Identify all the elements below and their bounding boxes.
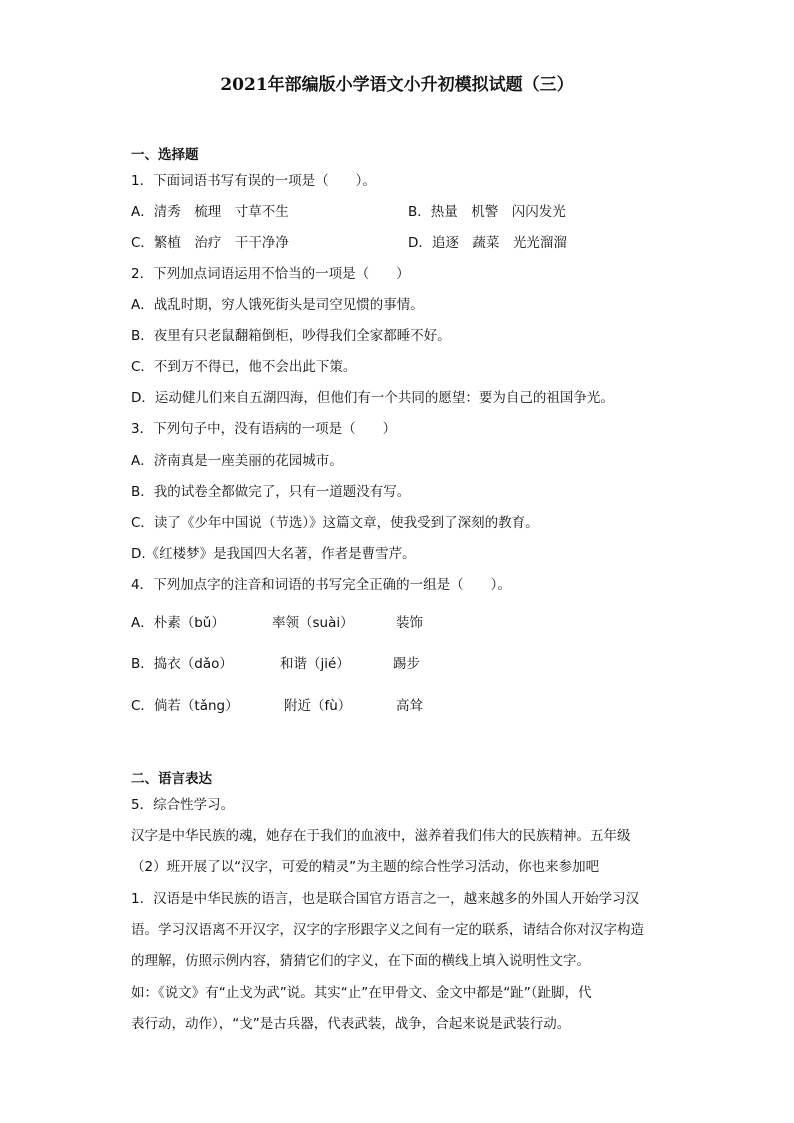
question-4-row-b-word3: 踢步 <box>393 656 420 672</box>
question-1-option-a: A．清秀 梳理 寸草不生 <box>131 204 289 220</box>
question-2-option-d: D．运动健儿们来自五湖四海，但他们有一个共同的愿望：要为自己的祖国争光。 <box>131 390 614 406</box>
question-5-stem: 5．综合性学习。 <box>131 797 235 813</box>
page-title: 2021年部编版小学语文小升初模拟试题（三） <box>220 75 574 95</box>
question-4-stem: 4．下列加点字的注音和词语的书写完全正确的一组是（ ）。 <box>131 577 511 593</box>
question-4-row-b-word1: B．捣衣（dǎo） <box>131 656 233 672</box>
question-4-row-c-word3: 高耸 <box>396 698 423 714</box>
section-heading-choice: 一、选择题 <box>131 147 199 163</box>
question-2-option-a: A．战乱时期，穷人饿死街头是司空见惯的事情。 <box>131 297 424 313</box>
question-4-row-c-word1: C．倘若（tǎng） <box>131 698 239 714</box>
question-1-option-d: D．追逐 蔬菜 光光溜溜 <box>408 235 567 251</box>
paragraph-line: 汉字是中华民族的魂，她存在于我们的血液中，滋养着我们伟大的民族精神。五年级 <box>131 828 631 844</box>
question-3-option-d: D.《红楼梦》是我国四大名著，作者是曹雪芹。 <box>131 546 416 562</box>
question-3-option-a: A．济南真是一座美丽的花园城市。 <box>131 453 343 469</box>
question-3-option-c: C．读了《少年中国说（节选）》这篇文章，使我受到了深刻的教育。 <box>131 515 539 531</box>
paragraph-line: （2）班开展了以“汉字，可爱的精灵”为主题的综合性学习活动，你也来参加吧 <box>131 859 600 875</box>
question-2-stem: 2．下列加点词语运用不恰当的一项是（ ） <box>131 266 410 282</box>
question-1-option-b: B．热量 机警 闪闪发光 <box>408 204 566 220</box>
question-4-row-b-word2: 和谐（jié） <box>280 656 350 672</box>
paragraph-line: 表行动，动作），“戈”是古兵器，代表武装，战争，合起来说是武装行动。 <box>131 1016 571 1032</box>
question-1-stem: 1．下面词语书写有误的一项是（ ）。 <box>131 173 376 189</box>
question-2-option-c: C．不到万不得已，他不会出此下策。 <box>131 359 357 375</box>
paragraph-line: 1．汉语是中华民族的语言，也是联合国官方语言之一，越来越多的外国人开始学习汉 <box>131 891 640 907</box>
paragraph-line: 的理解，仿照示例内容，猜猜它们的字义，在下面的横线上填入说明性文字。 <box>131 953 590 969</box>
question-4-row-c-word2: 附近（fù） <box>284 698 352 714</box>
paragraph-line: 语。学习汉语离不开汉字，汉字的字形跟字义之间有一定的联系，请结合你对汉字构造 <box>131 922 644 938</box>
question-1-option-c: C．繁植 治疗 干干净净 <box>131 235 289 251</box>
question-4-row-a-word1: A．朴素（bǔ） <box>131 615 225 631</box>
question-2-option-b: B．夜里有只老鼠翻箱倒柜，吵得我们全家都睡不好。 <box>131 328 451 344</box>
paragraph-line: 如：《说文》有“止戈为武”说。其实“止”在甲骨文、金文中都是“趾”（趾脚，代 <box>131 985 592 1001</box>
section-heading-language: 二、语言表达 <box>131 771 212 787</box>
question-3-stem: 3．下列句子中，没有语病的一项是（ ） <box>131 421 397 437</box>
question-4-row-a-word3: 装饰 <box>396 615 423 631</box>
question-3-option-b: B．我的试卷全都做完了，只有一道题没有写。 <box>131 484 411 500</box>
question-4-row-a-word2: 率领（suài） <box>272 615 354 631</box>
